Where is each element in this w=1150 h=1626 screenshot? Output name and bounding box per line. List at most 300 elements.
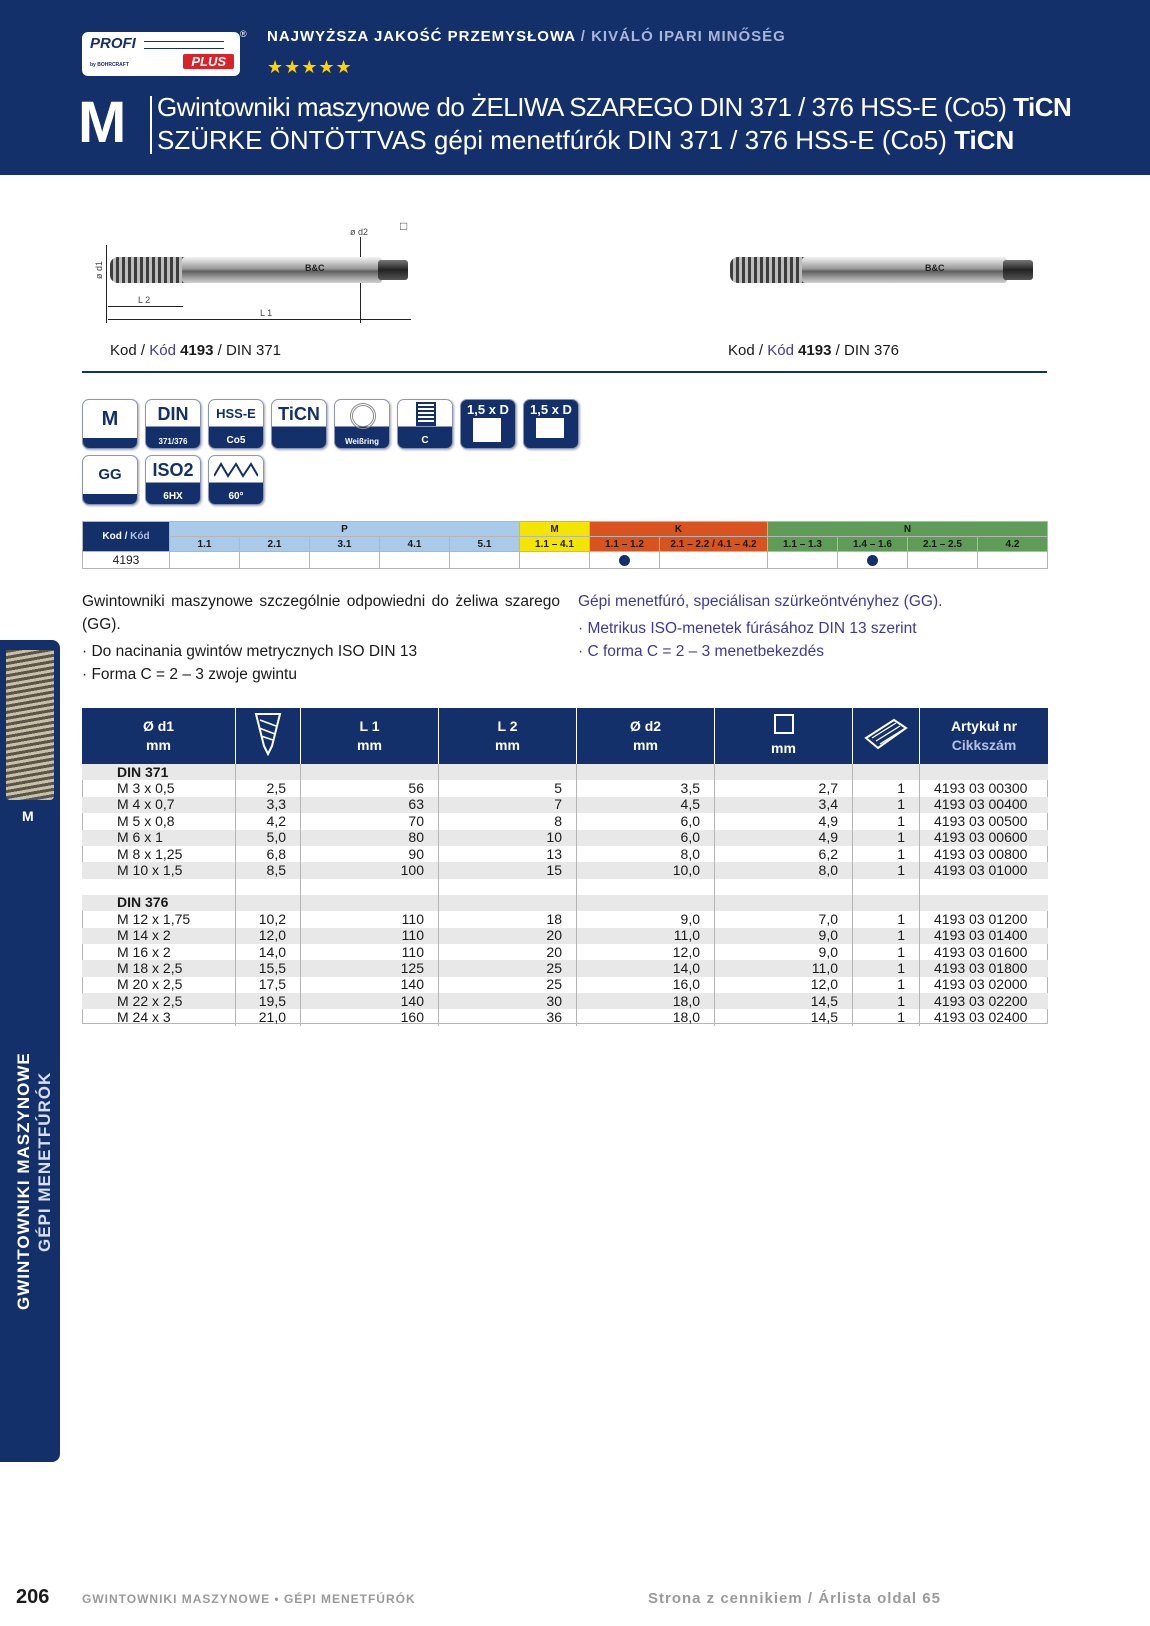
cell-d2: 9,0 (577, 911, 715, 927)
cell-d2: 18,0 (577, 993, 715, 1009)
table-group-row (82, 764, 1048, 780)
cell-drill-diameter: 4,2 (236, 813, 301, 829)
cell-square: 2,7 (715, 780, 853, 796)
tagline-pl: NAJWYŻSZA JAKOŚĆ PRZEMYSŁOWA (267, 28, 576, 45)
badge-weissring (334, 399, 390, 449)
footer-price-page (648, 1590, 941, 1607)
badge-metric-label: M (101, 408, 119, 430)
table-group-row (82, 895, 1048, 911)
thread-section (730, 257, 805, 283)
table-cell (715, 764, 853, 780)
badge-din-label: DIN (157, 404, 189, 424)
side-tab-letter: M (22, 808, 34, 824)
mat-sub: 1.1 – 1.3 (768, 537, 838, 552)
col-d1-label: Ø d1 (142, 718, 175, 734)
product-table (82, 708, 1048, 1026)
mat-sub: 4.1 (380, 537, 450, 552)
badge-hsse (208, 399, 264, 449)
table-row (82, 830, 1048, 846)
mat-sub: 2.1 – 2.2 / 4.1 – 4.2 (660, 537, 768, 552)
section-letter: M (78, 90, 127, 155)
badge-ticn-label: TiCN (278, 404, 320, 424)
badge-grey-cast (82, 455, 138, 505)
cell-thread-size: M 22 x 2,5 (82, 993, 236, 1009)
table-cell (301, 895, 439, 911)
table-cell (439, 879, 577, 895)
description-hu (578, 590, 1048, 663)
badge-hsse-cobalt: Co5 (226, 435, 246, 446)
table-cell (439, 895, 577, 911)
cell-drill-diameter: 10,2 (236, 911, 301, 927)
table-cell (236, 895, 301, 911)
mat-sub: 2.1 – 2.5 (908, 537, 978, 552)
cell-pack-qty: 1 (853, 911, 920, 927)
mat-kod-label: Kod (102, 531, 122, 542)
description-hu-intro: Gépi menetfúró, speciálisan szürkeöntvényhez (GG). (578, 593, 943, 610)
cell-l1: 56 (301, 780, 439, 796)
mat-mark-cell (380, 552, 450, 569)
mat-data-row (83, 552, 1048, 569)
badge-iso2-tolerance: 6HX (163, 491, 183, 502)
cell-l2: 36 (439, 1009, 577, 1025)
mat-mark-cell (660, 552, 768, 569)
cell-l2: 18 (439, 911, 577, 927)
cell-d2: 18,0 (577, 1009, 715, 1025)
table-cell (920, 895, 1049, 911)
col-l1 (301, 708, 439, 764)
description-hu-bullet-2: · C forma C = 2 – 3 menetbekezdés (578, 643, 824, 660)
col-d2 (577, 708, 715, 764)
table-row (82, 780, 1048, 796)
cell-square: 9,0 (715, 928, 853, 944)
cell-drill-diameter: 8,5 (236, 862, 301, 878)
table-cell (715, 879, 853, 895)
col-l2 (439, 708, 577, 764)
col-d2-unit: mm (633, 737, 658, 753)
cell-drill-diameter: 5,0 (236, 830, 301, 846)
logo-plus-text: PLUS (183, 54, 234, 69)
profi-plus-logo (82, 32, 240, 76)
title-divider (150, 96, 152, 154)
cell-drill-diameter: 2,5 (236, 780, 301, 796)
cell-l2: 5 (439, 780, 577, 796)
col-article-label-hu: Cikkszám (951, 737, 1017, 753)
title-hu-text: SZÜRKE ÖNTÖTTVAS gépi menetfúrók DIN 371 / 376 HSS-E (Co5) (157, 125, 947, 155)
cell-pack-qty: 1 (853, 846, 920, 862)
table-row (82, 928, 1048, 944)
product-code-din371: Kod / Kód 4193 / DIN 371 (110, 342, 282, 359)
cell-square: 9,0 (715, 944, 853, 960)
cell-pack-qty: 1 (853, 862, 920, 878)
col-l2-label: L 2 (497, 718, 518, 734)
table-row (82, 977, 1048, 993)
cell-d2: 16,0 (577, 977, 715, 993)
badge-din (145, 399, 201, 449)
badge-depth-2-label: 1,5 x D (530, 402, 572, 417)
table-cell (920, 764, 1049, 780)
cell-pack-qty: 1 (853, 993, 920, 1009)
badge-metric (82, 399, 138, 449)
footer-separator: / (802, 1590, 819, 1607)
logo-drill-graphic (144, 41, 224, 49)
mat-row-code: 4193 (83, 552, 170, 569)
col-article (920, 708, 1049, 764)
col-d1-unit: mm (146, 737, 171, 753)
cell-pack-qty: 1 (853, 830, 920, 846)
product-drawing-din376 (725, 255, 1045, 295)
tool-shank (182, 257, 382, 283)
product-norm: DIN 371 (225, 342, 282, 359)
cell-l1: 110 (301, 928, 439, 944)
cell-d2: 12,0 (577, 944, 715, 960)
badge-ticn (271, 399, 327, 449)
chamfer-icon (416, 402, 436, 426)
kod-label-hu: Kód (767, 342, 794, 359)
tool-brand: B&C (305, 263, 325, 273)
mat-group-m: M (520, 522, 590, 537)
cell-article-number: 4193 03 01400 (920, 928, 1049, 944)
description-pl-bullet-2: · Forma C = 2 – 3 zwoje gwintu (82, 666, 297, 683)
cell-drill-diameter: 14,0 (236, 944, 301, 960)
mat-sub: 3.1 (310, 537, 380, 552)
mat-mark-cell (590, 552, 660, 569)
mat-sub: 4.2 (978, 537, 1048, 552)
cell-thread-size: M 8 x 1,25 (117, 845, 183, 862)
cell-pack-qty: 1 (853, 1009, 920, 1025)
product-code: 4193 (798, 342, 832, 359)
mat-mark-cell (450, 552, 520, 569)
badge-din-norm: 371/376 (158, 437, 188, 446)
cell-l1: 110 (301, 944, 439, 960)
table-row (82, 1009, 1048, 1025)
tool-brand: B&C (925, 263, 945, 273)
l1-dimension-line (108, 319, 411, 320)
description-pl (82, 590, 560, 686)
cell-square: 8,0 (715, 862, 853, 878)
table-row (82, 862, 1048, 878)
cell-pack-qty: 1 (853, 813, 920, 829)
badge-iso2-label: ISO2 (152, 460, 194, 480)
side-tab-title-pl: GWINTOWNIKI MASZYNOWE (14, 1052, 33, 1310)
badge-depth-1-label: 1,5 x D (467, 402, 509, 417)
table-cell (853, 879, 920, 895)
blind-hole-icon (473, 418, 501, 442)
l1-label: L 1 (260, 308, 273, 318)
kod-label: Kod (728, 342, 755, 359)
thread-section (110, 257, 185, 283)
cell-l1: 140 (301, 977, 439, 993)
table-cell (82, 879, 236, 895)
product-code: 4193 (180, 342, 214, 359)
table-row (82, 846, 1048, 862)
product-norm: DIN 376 (843, 342, 900, 359)
badge-thread-angle (208, 455, 264, 505)
col-square (715, 708, 853, 764)
registered-mark: ® (240, 29, 247, 39)
table-cell (236, 879, 301, 895)
cell-square: 12,0 (715, 977, 853, 993)
cell-thread-size: M 24 x 3 (117, 1009, 171, 1026)
table-cell (715, 895, 853, 911)
cell-square: 4,9 (715, 830, 853, 846)
cell-l2: 20 (439, 944, 577, 960)
page-title-hu (157, 125, 1014, 156)
col-d2-label: Ø d2 (629, 718, 662, 734)
mat-group-p: P (170, 522, 520, 537)
title-coating-pl: TiCN (1013, 92, 1072, 122)
cell-l2: 13 (439, 846, 577, 862)
suitable-dot-icon (867, 555, 878, 566)
table-row (82, 944, 1048, 960)
badge-iso2 (145, 455, 201, 505)
cell-article-number: 4193 03 01000 (920, 862, 1049, 878)
table-cell (577, 895, 715, 911)
cell-l1: 70 (301, 813, 439, 829)
cell-drill-diameter: 15,5 (236, 960, 301, 976)
table-row (82, 960, 1048, 976)
table-row (82, 813, 1048, 829)
square-drive (378, 260, 408, 280)
col-pack (853, 708, 920, 764)
description-pl-intro: Gwintowniki maszynowe szczególnie odpowiedni do żeliwa szarego (GG). (82, 593, 560, 633)
cell-square: 11,0 (715, 960, 853, 976)
logo-profi-text: PROFI (90, 35, 136, 52)
mat-sub: 5.1 (450, 537, 520, 552)
kod-label-hu: Kód (149, 342, 176, 359)
cell-l1: 140 (301, 993, 439, 1009)
cell-drill-diameter: 17,5 (236, 977, 301, 993)
square-drive (1003, 260, 1033, 280)
tagline-hu: KIVÁLÓ IPARI MINŐSÉG (591, 28, 786, 45)
cell-thread-size: M 3 x 0,5 (117, 780, 175, 797)
l2-dimension-line (108, 306, 183, 307)
cell-d2: 11,0 (577, 928, 715, 944)
badge-weissring-label: Weißring (344, 437, 380, 446)
table-cell (853, 764, 920, 780)
table-group-label: DIN 376 (82, 895, 236, 911)
l2-label: L 2 (138, 295, 151, 305)
badge-grey-cast-bar (83, 494, 137, 504)
cell-article-number: 4193 03 02400 (920, 1009, 1049, 1025)
cell-l2: 8 (439, 813, 577, 829)
mat-sub: 1.4 – 1.6 (838, 537, 908, 552)
mat-mark-cell (170, 552, 240, 569)
mat-group-n: N (768, 522, 1048, 537)
mat-mark-cell (520, 552, 590, 569)
footer-price-page-pl: Strona z cennikiem (648, 1590, 803, 1607)
table-row (82, 993, 1048, 1009)
page-title-pl (157, 92, 1071, 123)
badge-metric-bar (83, 438, 137, 448)
cell-thread-size: M 6 x 1 (82, 830, 236, 846)
cell-article-number: 4193 03 00600 (920, 830, 1049, 846)
cell-thread-size: M 20 x 2,5 (117, 976, 183, 993)
mat-sub: 1.1 – 1.2 (590, 537, 660, 552)
cell-d2: 6,0 (577, 813, 715, 829)
side-tab-title-hu: GÉPI MENETFÚRÓK (35, 1071, 54, 1252)
cell-d2: 8,0 (577, 846, 715, 862)
product-code-din376: Kod / Kód 4193 / DIN 376 (728, 342, 900, 359)
section-divider (82, 371, 1047, 373)
mat-kod-header: Kod / Kód (83, 522, 170, 552)
cell-square: 4,9 (715, 813, 853, 829)
table-cell (577, 879, 715, 895)
page-number: 206 (16, 1586, 50, 1608)
badge-depth-1 (460, 399, 516, 449)
cell-l1: 125 (301, 960, 439, 976)
cell-d2: 6,0 (577, 830, 715, 846)
d1-dimension-line (106, 245, 107, 323)
cell-thread-size: M 18 x 2,5 (82, 960, 236, 976)
logo-by-text: by BOHRCRAFT (90, 62, 129, 68)
cell-d2: 14,0 (577, 960, 715, 976)
col-l2-unit: mm (495, 737, 520, 753)
d2-label: ø d2 (350, 227, 369, 237)
table-cell (577, 764, 715, 780)
cell-d2: 10,0 (577, 862, 715, 878)
cell-article-number: 4193 03 00800 (920, 846, 1049, 862)
cell-thread-size: M 10 x 1,5 (82, 862, 236, 878)
cell-square: 7,0 (715, 911, 853, 927)
through-hole-icon (536, 418, 564, 438)
table-cell (301, 764, 439, 780)
badge-grey-cast-label: GG (98, 466, 122, 483)
product-table-body (82, 764, 1048, 1026)
table-cell (853, 895, 920, 911)
cell-pack-qty: 1 (853, 977, 920, 993)
cell-article-number: 4193 03 00300 (920, 780, 1049, 796)
cell-article-number: 4193 03 02200 (920, 993, 1049, 1009)
table-group-label: DIN 371 (82, 764, 236, 780)
cell-thread-size: M 12 x 1,75 (117, 910, 191, 927)
cell-l2: 30 (439, 993, 577, 1009)
cell-drill-diameter: 3,3 (236, 797, 301, 813)
mat-group-k: K (590, 522, 768, 537)
quality-tagline (267, 28, 786, 45)
mat-mark-cell (908, 552, 978, 569)
table-row (82, 911, 1048, 927)
col-drill (236, 708, 301, 764)
cell-pack-qty: 1 (853, 960, 920, 976)
kod-label: Kod (110, 342, 137, 359)
cell-square: 14,5 (715, 1009, 853, 1025)
col-l1-unit: mm (357, 737, 382, 753)
col-square-unit: mm (771, 740, 796, 756)
badge-hsse-label: HSS-E (216, 406, 256, 421)
cell-l2: 10 (439, 830, 577, 846)
rating-stars: ★★★★★ (267, 57, 353, 77)
cell-drill-diameter: 19,5 (236, 993, 301, 1009)
cell-l1: 160 (301, 1009, 439, 1025)
cell-thread-size: M 16 x 2 (117, 943, 171, 960)
cell-square: 6,2 (715, 846, 853, 862)
table-cell (236, 764, 301, 780)
cell-article-number: 4193 03 01200 (920, 911, 1049, 927)
table-row (82, 797, 1048, 813)
cell-d2: 4,5 (577, 797, 715, 813)
mat-mark-cell (838, 552, 908, 569)
mat-kod-label-hu: Kód (130, 531, 150, 542)
cell-l2: 25 (439, 977, 577, 993)
cell-drill-diameter: 12,0 (236, 928, 301, 944)
cell-pack-qty: 1 (853, 780, 920, 796)
cell-article-number: 4193 03 00500 (920, 813, 1049, 829)
tool-shank (802, 257, 1007, 283)
mat-sub: 1.1 (170, 537, 240, 552)
drill-icon (250, 712, 286, 756)
cell-l2: 25 (439, 960, 577, 976)
suitable-dot-icon (619, 555, 630, 566)
title-pl-text: Gwintowniki maszynowe do ŻELIWA SZAREGO DIN 371 / 376 HSS-E (Co5) (157, 92, 1007, 122)
cell-d2: 3,5 (577, 780, 715, 796)
mat-mark-cell (240, 552, 310, 569)
mat-mark-cell (978, 552, 1048, 569)
title-coating-hu: TiCN (954, 125, 1015, 155)
table-cell (920, 879, 1049, 895)
package-icon (864, 716, 908, 752)
cell-drill-diameter: 21,0 (236, 1009, 301, 1025)
mat-mark-cell (310, 552, 380, 569)
material-suitability-table (82, 521, 1048, 569)
cell-l1: 100 (301, 862, 439, 878)
badge-chamfer-label: C (421, 435, 429, 446)
cell-thread-size: M 14 x 2 (82, 928, 236, 944)
thread-profile-icon (214, 462, 258, 478)
description-pl-bullet-1: · Do nacinania gwintów metrycznych ISO DIN 13 (82, 643, 418, 660)
col-d1 (82, 708, 236, 764)
cell-l1: 110 (301, 911, 439, 927)
product-drawing-din371 (94, 215, 430, 325)
cell-pack-qty: 1 (853, 797, 920, 813)
badge-thread-angle-label: 60° (228, 491, 244, 502)
badge-chamfer-c (397, 399, 453, 449)
table-spacer-row (82, 879, 1048, 895)
description-hu-bullet-1: · Metrikus ISO-menetek fúrásához DIN 13 szerint (578, 620, 917, 637)
cell-l2: 20 (439, 928, 577, 944)
col-article-label: Artykuł nr (950, 718, 1018, 734)
mat-mark-cell (768, 552, 838, 569)
cell-l1: 90 (301, 846, 439, 862)
cell-square: 3,4 (715, 797, 853, 813)
tagline-separator: / (575, 28, 592, 45)
cell-article-number: 4193 03 00400 (920, 797, 1049, 813)
side-tap-image (6, 650, 54, 800)
mat-sub: 2.1 (240, 537, 310, 552)
cell-square: 14,5 (715, 993, 853, 1009)
col-l1-label: L 1 (359, 718, 380, 734)
table-cell (439, 764, 577, 780)
d1-label: ø d1 (94, 260, 105, 280)
mat-sub: 1.1 – 4.1 (520, 537, 590, 552)
cell-thread-size: M 4 x 0,7 (82, 797, 236, 813)
cell-article-number: 4193 03 01600 (920, 944, 1049, 960)
footer-category: GWINTOWNIKI MASZYNOWE • GÉPI MENETFÚRÓK (82, 1592, 416, 1606)
badge-depth-2 (523, 399, 579, 449)
cell-pack-qty: 1 (853, 928, 920, 944)
cell-l2: 15 (439, 862, 577, 878)
cell-pack-qty: 1 (853, 944, 920, 960)
cell-article-number: 4193 03 01800 (920, 960, 1049, 976)
cell-article-number: 4193 03 02000 (920, 977, 1049, 993)
cell-thread-size: M 5 x 0,8 (117, 812, 175, 829)
square-label: □ (400, 219, 408, 233)
cell-l2: 7 (439, 797, 577, 813)
cell-l1: 63 (301, 797, 439, 813)
cell-l1: 80 (301, 830, 439, 846)
cell-drill-diameter: 6,8 (236, 846, 301, 862)
ring-icon (350, 403, 376, 429)
footer-price-page-hu: Árlista oldal 65 (818, 1590, 941, 1607)
